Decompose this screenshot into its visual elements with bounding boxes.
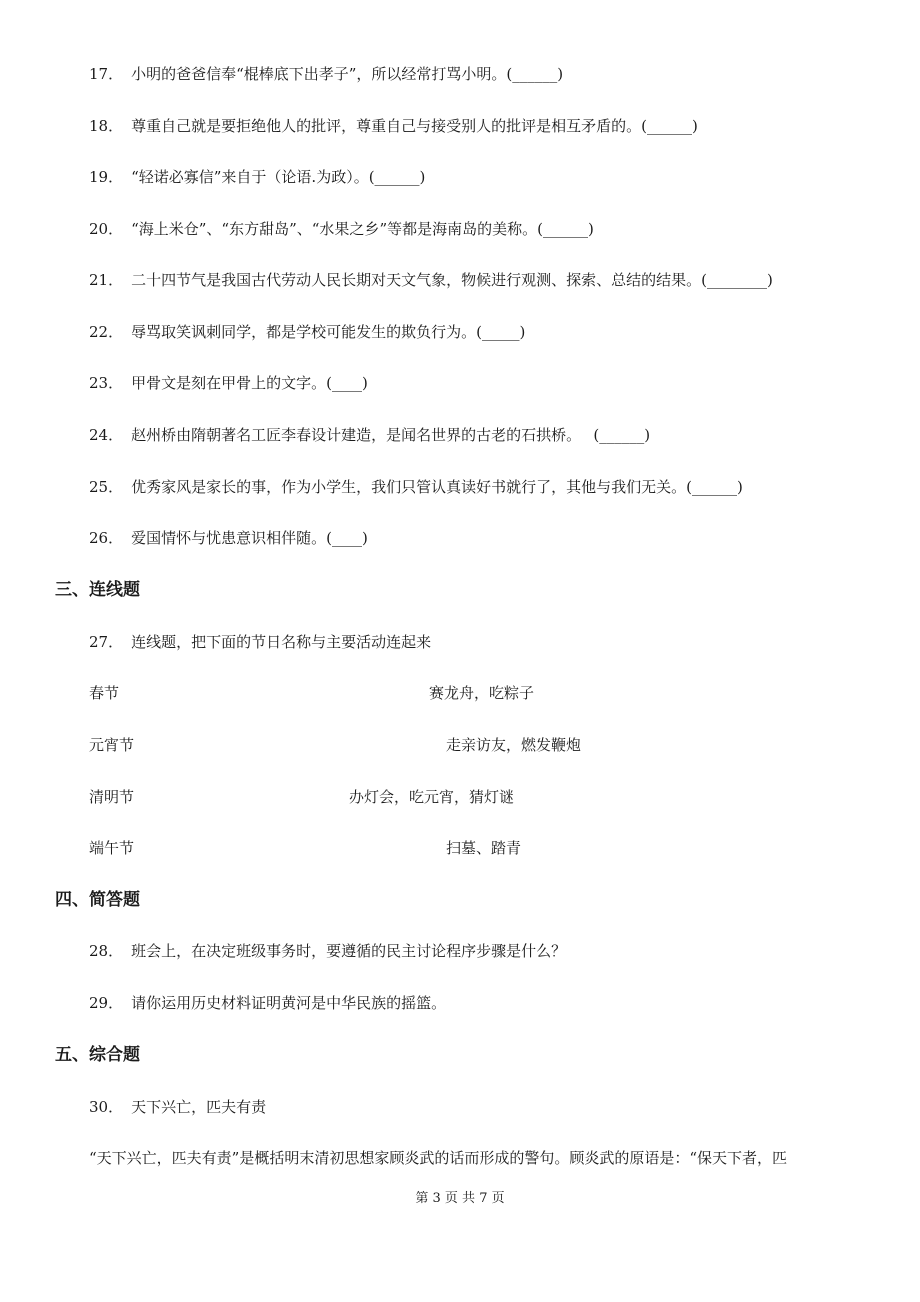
question-number: 19．	[89, 168, 124, 186]
match-left-item: 春节	[89, 684, 120, 702]
match-left-item: 端午节	[89, 839, 135, 857]
question-24	[89, 424, 650, 446]
section-heading-comprehensive: 五、综合题	[55, 1045, 140, 1065]
section-heading-short-answer: 四、简答题	[55, 890, 140, 910]
question-text: “轻诺必寡信”来自于（论语.为政）。(______)	[131, 168, 426, 186]
question-text: 二十四节气是我国古代劳动人民长期对天文气象，物候进行观测、探索、总结的结果。(________)	[131, 271, 773, 289]
question-number: 25．	[89, 478, 124, 496]
match-right-item: 走亲访友，燃发鞭炮	[446, 736, 582, 754]
question-number: 24．	[89, 426, 124, 444]
question-18	[89, 115, 698, 137]
page-footer: 第 3 页 共 7 页	[415, 1191, 505, 1206]
question-19	[89, 166, 425, 188]
match-right-item: 办灯会，吃元宵，猜灯谜	[349, 788, 515, 806]
question-number: 27．	[89, 633, 124, 651]
question-21	[89, 269, 773, 291]
question-30	[89, 1096, 266, 1118]
question-text: 爱国情怀与忧患意识相伴随。(____)	[131, 529, 368, 547]
question-number: 26．	[89, 529, 124, 547]
question-text: “海上米仓”、“东方甜岛”、“水果之乡”等都是海南岛的美称。(______)	[131, 220, 594, 238]
question-29	[89, 992, 446, 1014]
question-text: 班会上，在决定班级事务时，要遵循的民主讨论程序步骤是什么？	[131, 942, 567, 960]
question-number: 17．	[89, 65, 124, 83]
question-27	[89, 631, 431, 653]
question-25	[89, 476, 743, 498]
section-heading-matching: 三、连线题	[55, 580, 140, 600]
reading-paragraph: “天下兴亡，匹夫有责”是概括明末清初思想家顾炎武的话而形成的警句。顾炎武的原语是：“保天下者，匹	[89, 1149, 788, 1167]
question-number: 22．	[89, 323, 124, 341]
question-22	[89, 321, 525, 343]
question-number: 18．	[89, 117, 124, 135]
question-text: 连线题，把下面的节日名称与主要活动连起来	[131, 633, 432, 651]
match-right-item: 赛龙舟，吃粽子	[429, 684, 535, 702]
question-number: 21．	[89, 271, 124, 289]
question-23	[89, 372, 368, 394]
question-26	[89, 527, 368, 549]
match-left-item: 元宵节	[89, 736, 135, 754]
question-number: 28．	[89, 942, 124, 960]
match-left-item: 清明节	[89, 788, 135, 806]
question-number: 30．	[89, 1098, 124, 1116]
question-text: 天下兴亡，匹夫有责	[131, 1098, 267, 1116]
question-text: 请你运用历史材料证明黄河是中华民族的摇篮。	[131, 994, 447, 1012]
question-28	[89, 940, 566, 962]
question-number: 23．	[89, 374, 124, 392]
question-text: 小明的爸爸信奉“棍棒底下出孝子”，所以经常打骂小明。(______)	[131, 65, 564, 83]
question-text: 甲骨文是刻在甲骨上的文字。(____)	[131, 374, 368, 392]
question-17	[89, 63, 563, 85]
match-right-item: 扫墓、踏青	[446, 839, 522, 857]
question-text: 赵州桥由隋朝著名工匠李春设计建造，是闻名世界的古老的石拱桥。 (______)	[131, 426, 651, 444]
question-text: 辱骂取笑讽刺同学，都是学校可能发生的欺负行为。(_____)	[131, 323, 526, 341]
question-number: 20．	[89, 220, 124, 238]
question-number: 29．	[89, 994, 124, 1012]
question-20	[89, 218, 594, 240]
question-text: 尊重自己就是要拒绝他人的批评，尊重自己与接受别人的批评是相互矛盾的。(______)	[131, 117, 698, 135]
question-text: 优秀家风是家长的事，作为小学生，我们只管认真读好书就行了，其他与我们无关。(______)	[131, 478, 743, 496]
